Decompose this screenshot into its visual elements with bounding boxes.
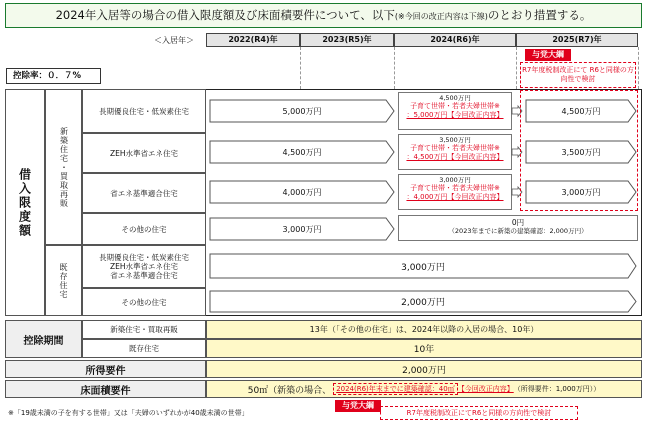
income-section-label: 所得要件 (5, 360, 206, 378)
floor-value-a: 50㎡（新築の場合、 (247, 385, 332, 396)
floor-value-row (206, 380, 642, 398)
floor-section-label: 床面積要件 (5, 380, 206, 398)
value-other-2024: 0円 (511, 218, 525, 227)
year-label: ＜入居年＞ (154, 36, 194, 45)
party-badge-bottom: 与党大綱 (335, 400, 381, 412)
arrow-existing-eco (210, 254, 636, 278)
value-longterm-2022: 5,000万円 (282, 106, 322, 116)
row-label-zeh: ZEH水準省エネ住宅 (82, 133, 206, 173)
red-zeh-line2: ：4,500万円【今回改正内容】 (406, 152, 504, 161)
arrow-energy-2025 (526, 181, 636, 203)
value-zeh-2024: 3,500万円 (439, 136, 471, 144)
row-label-longterm: 長期優良住宅・低炭素住宅 (82, 89, 206, 133)
red-longterm-line2: ：5,000万円【今回改正内容】 (406, 110, 504, 119)
title-tail: のとおり措置する。 (487, 8, 592, 22)
existing-eco-line: 長期優良住宅・低炭素住宅 (99, 253, 189, 262)
party-badge: 与党大綱 (525, 49, 571, 61)
arrow-existing-other (210, 291, 636, 312)
red-longterm-line1: 子育て世帯・若者夫婦世帯※ (410, 102, 500, 110)
existing-eco-line: 省エネ基準適合住宅 (110, 271, 178, 280)
year-2022: 2022(R4)年 (206, 33, 300, 47)
r7-note: R7年度税制改正にて R6と同様の方向性で検討 (522, 66, 634, 83)
borrow-section-label: 借入限度額 (5, 89, 45, 316)
arrow-zeh-2025 (526, 141, 636, 163)
box-other-2024 (398, 215, 638, 241)
box-longterm-2024 (398, 92, 512, 130)
period-existing-label: 既存住宅 (82, 339, 206, 358)
arrow-other-2022 (210, 218, 394, 240)
page-title (5, 3, 642, 28)
year-2023: 2023(R5)年 (300, 33, 394, 47)
value-longterm-2025: 4,500万円 (561, 106, 601, 116)
arrow-longterm-2022 (210, 100, 394, 122)
r7-note-box (520, 62, 636, 88)
grid-line (394, 47, 395, 89)
year-2024: 2024(R6)年 (394, 33, 516, 47)
new-group-label: 新築住宅・買取再販 (45, 89, 82, 245)
arrow-longterm-2025 (526, 100, 636, 122)
title-note: (※今回の改正内容は下線) (394, 12, 488, 21)
period-existing-value: 10年 (206, 339, 642, 358)
value-energy-2025: 3,000万円 (561, 187, 601, 197)
red-zeh-line1: 子育て世帯・若者夫婦世帯※ (410, 144, 500, 152)
title-main: 2024年入居等の場合の借入限度額及び床面積要件について、以下 (55, 8, 395, 22)
arrow-zeh-2022 (210, 141, 394, 163)
red-energy-line2: ：4,000万円【今回改正内容】 (406, 192, 504, 201)
value-zeh-2025: 3,500万円 (561, 147, 601, 157)
period-section-label: 控除期間 (5, 320, 82, 358)
value-existing-eco: 3,000万円 (401, 262, 445, 273)
floor-value-red2: 【今回改正内容】 (457, 385, 514, 393)
value-zeh-2022: 4,500万円 (282, 147, 322, 157)
grid-line (516, 47, 517, 89)
row-label-existing-other: その他の住宅 (82, 288, 206, 316)
value-energy-2024: 3,000万円 (439, 176, 471, 184)
row-label-other: その他の住宅 (82, 213, 206, 245)
year-2025: 2025(R7)年 (516, 33, 638, 47)
row-label-energy: 省エネ基準適合住宅 (82, 173, 206, 213)
row-label-existing-eco (82, 245, 206, 288)
deduction-rate: 控除率：０．７% (6, 68, 101, 84)
value-existing-other: 2,000万円 (401, 298, 445, 308)
floor-value-red: 2024(R6)年末までに建築確認：40㎡ (333, 383, 458, 395)
floor-value-b: （所得要件：1,000万円）） (513, 385, 601, 393)
box-energy-2024 (398, 174, 512, 210)
value-other-2022: 3,000万円 (282, 224, 322, 234)
footnote: ※「19歳未満の子を有する世帯」又は「夫婦のいずれかが40歳未満の世帯」 (8, 409, 249, 417)
existing-group-label: 既存住宅 (45, 245, 82, 316)
value-longterm-2024: 4,500万円 (439, 94, 471, 102)
period-new-value: 13年（「その他の住宅」は、2024年以降の入居の場合、10年） (206, 320, 642, 339)
red-energy-line1: 子育て世帯・若者夫婦世帯※ (410, 184, 500, 192)
income-value: 2,000万円 (206, 360, 642, 378)
value-energy-2022: 4,000万円 (282, 187, 322, 197)
grid-line (638, 47, 639, 89)
arrow-energy-2022 (210, 181, 394, 203)
bottom-note: R7年度税制改正にてR6と同様の方向性で検討 (406, 409, 552, 417)
period-new-label: 新築住宅・買取再販 (82, 320, 206, 339)
grid-line (300, 47, 301, 89)
existing-eco-line: ZEH水準省エネ住宅 (109, 262, 179, 271)
box-zeh-2024 (398, 134, 512, 170)
bottom-note-box (380, 406, 578, 420)
value-other-2024-sub: （2023年までに新築の建築確認：2,000万円） (448, 227, 588, 235)
